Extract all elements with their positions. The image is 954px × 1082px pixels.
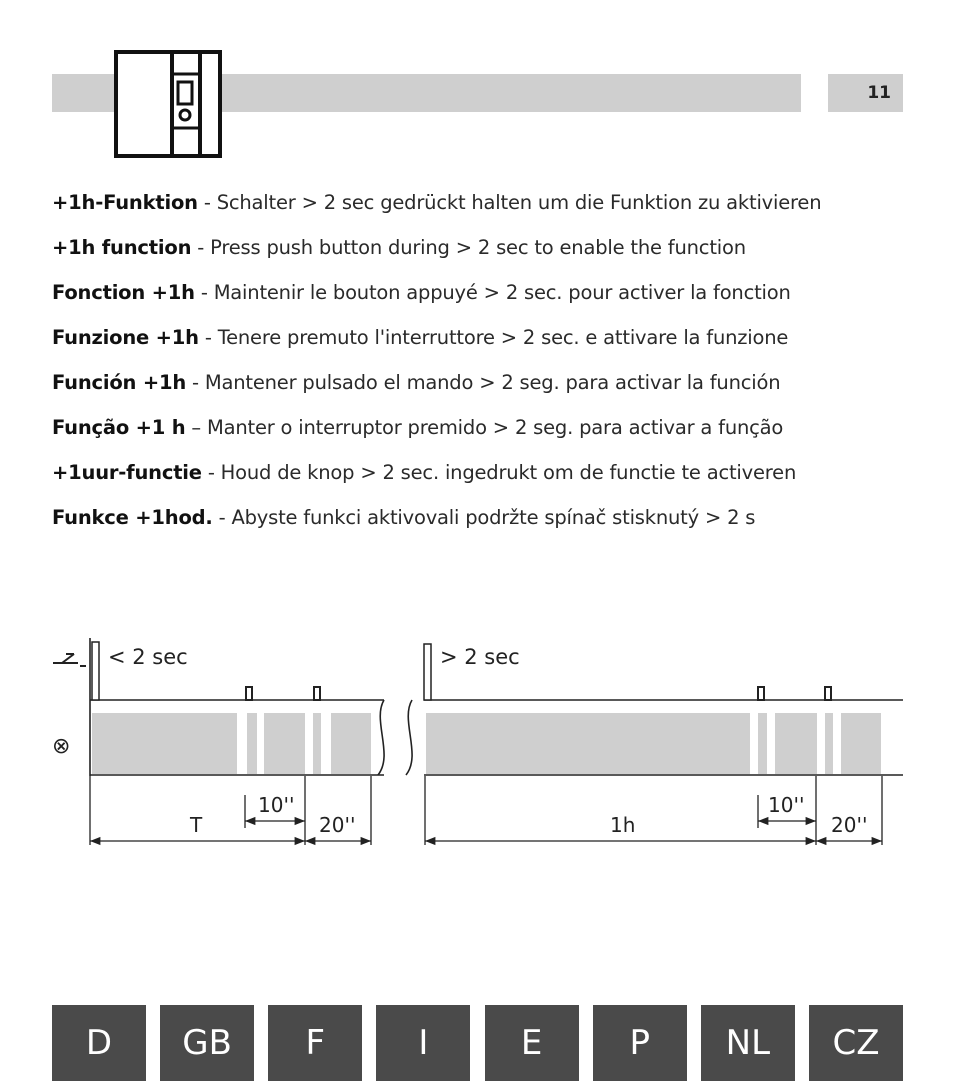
press-pulse-short: [92, 642, 99, 700]
right-off-label: 20'': [831, 813, 868, 837]
right-interval-label: 10'': [768, 793, 805, 817]
instruction-fr: Fonction +1h - Maintenir le bouton appuyé > 2 sec. pour activer la fonction: [52, 281, 791, 304]
instruction-it: Funzione +1h - Tenere premuto l'interruttore > 2 sec. e attivare la funzione: [52, 326, 789, 349]
instruction-cz: Funkce +1hod. - Abyste funkci aktivovali podržte spínač stisknutý > 2 s: [52, 506, 756, 529]
lang-tab-gb[interactable]: GB: [160, 1005, 254, 1081]
lang-tab-d[interactable]: D: [52, 1005, 146, 1081]
lang-tab-cz[interactable]: CZ: [809, 1005, 903, 1081]
dimension-lines: [90, 776, 882, 845]
page-number: 11: [828, 74, 903, 112]
instruction-de: +1h-Funktion - Schalter > 2 sec gedrückt halten um die Funktion zu aktivieren: [52, 191, 822, 214]
instruction-pt: Função +1 h – Manter o interruptor premido > 2 seg. para activar a função: [52, 416, 784, 439]
instruction-nl: +1uur-functie - Houd de knop > 2 sec. ingedrukt om de functie te activeren: [52, 461, 797, 484]
instruction-list: [52, 185, 932, 545]
lang-tab-p[interactable]: P: [593, 1005, 687, 1081]
press-long-label: > 2 sec: [440, 645, 520, 669]
language-tabs: [52, 1005, 903, 1081]
press-short-label: < 2 sec: [108, 645, 188, 669]
instruction-es: Función +1h - Mantener pulsado el mando > 2 seg. para activar la función: [52, 371, 781, 394]
lamp-symbol: ⊗: [52, 734, 71, 759]
timing-diagram: [0, 600, 954, 870]
lang-tab-e[interactable]: E: [485, 1005, 579, 1081]
lang-tab-f[interactable]: F: [268, 1005, 362, 1081]
press-pulse-long: [424, 644, 431, 700]
left-duration-label: T: [190, 813, 203, 837]
left-interval-label: 10'': [258, 793, 295, 817]
lang-tab-i[interactable]: I: [376, 1005, 470, 1081]
left-light-bars: [92, 713, 371, 774]
blink-marks: [246, 687, 831, 700]
push-button-device-icon: [114, 50, 222, 158]
switch-symbol-icon: [53, 654, 86, 666]
lang-tab-nl[interactable]: NL: [701, 1005, 795, 1081]
right-duration-label: 1h: [610, 813, 636, 837]
instruction-gb: +1h function - Press push button during > 2 sec to enable the function: [52, 236, 746, 259]
right-light-bars: [426, 713, 881, 774]
left-off-label: 20'': [319, 813, 356, 837]
